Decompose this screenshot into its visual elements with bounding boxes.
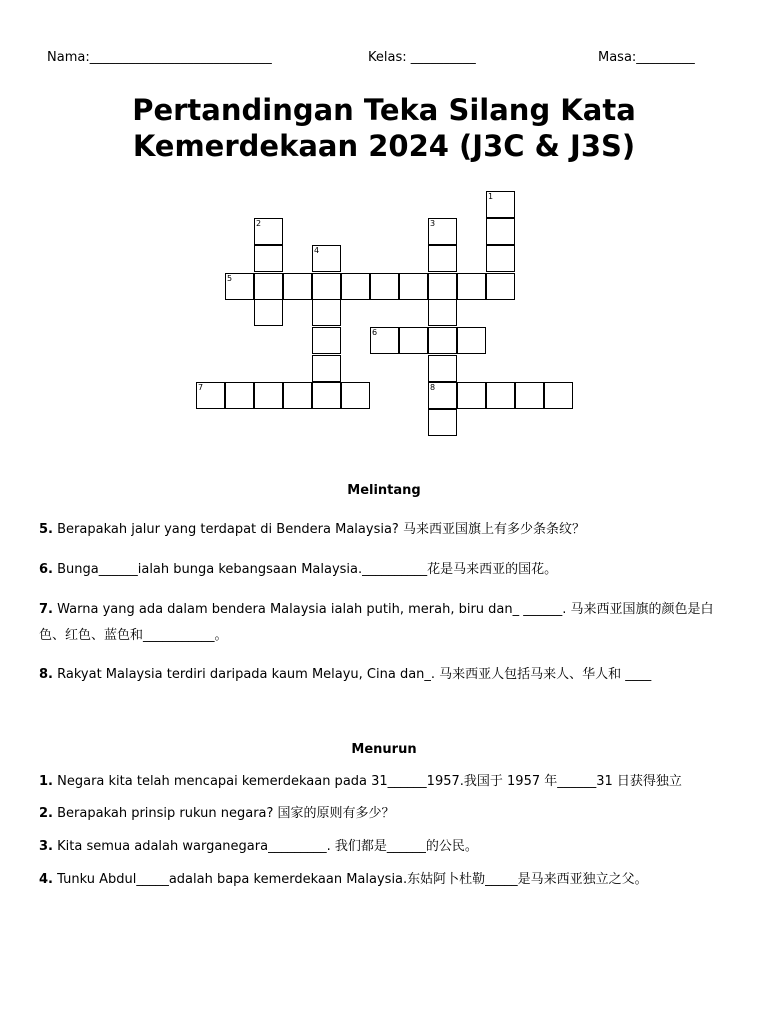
clue-num: 1. (39, 774, 53, 789)
clue-text: Kita semua adalah warganegara_________. 我们都是______的公民。 (57, 839, 478, 854)
crossword-cell[interactable] (341, 382, 370, 409)
crossword-cell[interactable] (486, 273, 515, 300)
crossword-cell[interactable] (370, 327, 399, 354)
crossword-cell[interactable] (225, 273, 254, 300)
clue-number-8: 8 (430, 383, 436, 392)
title-line-2: Kemerdekaan 2024 (J3C & J3S) (132, 129, 636, 163)
across-clue-6 (39, 558, 739, 581)
crossword-cell[interactable] (428, 327, 457, 354)
crossword-cell[interactable] (544, 382, 573, 409)
crossword-cell[interactable] (283, 382, 312, 409)
crossword-cell[interactable] (486, 218, 515, 245)
crossword-cell[interactable] (312, 382, 341, 409)
name-field-label: Nama:____________________________ (47, 50, 272, 65)
crossword-cell[interactable] (312, 327, 341, 354)
across-clue-5 (39, 518, 739, 541)
clue-num: 2. (39, 806, 53, 821)
crossword-cell[interactable] (399, 327, 428, 354)
clue-number-6: 6 (372, 328, 378, 337)
across-heading: Melintang (347, 483, 421, 498)
crossword-cell[interactable] (457, 273, 486, 300)
down-clue-3 (39, 835, 739, 858)
down-heading: Menurun (351, 742, 417, 757)
down-clue-4 (39, 868, 739, 891)
class-field-label: Kelas: __________ (368, 50, 476, 65)
crossword-cell[interactable] (428, 218, 457, 245)
crossword-cell[interactable] (486, 382, 515, 409)
crossword-grid (0, 0, 768, 460)
clue-num: 6. (39, 562, 53, 577)
page-title (0, 92, 768, 164)
clue-num: 5. (39, 522, 53, 537)
crossword-cell[interactable] (254, 218, 283, 245)
clue-num: 4. (39, 872, 53, 887)
crossword-cell[interactable] (254, 273, 283, 300)
crossword-cell[interactable] (341, 273, 370, 300)
crossword-cell[interactable] (428, 355, 457, 382)
crossword-cell[interactable] (457, 382, 486, 409)
clue-text: Tunku Abdul_____adalah bapa kemerdekaan Malaysia.东姑阿卜杜勒_____是马来西亚独立之父。 (57, 872, 648, 887)
crossword-cell[interactable] (428, 382, 457, 409)
crossword-cell[interactable] (254, 299, 283, 326)
crossword-cell[interactable] (428, 245, 457, 272)
clue-number-5: 5 (227, 274, 233, 283)
crossword-cell[interactable] (428, 409, 457, 436)
clue-text: Berapakah prinsip rukun negara? 国家的原则有多少？ (57, 806, 395, 821)
crossword-cell[interactable] (254, 245, 283, 272)
across-clue-8 (39, 663, 739, 686)
clue-num: 8. (39, 667, 53, 682)
crossword-cell[interactable] (254, 382, 283, 409)
clue-number-3: 3 (430, 219, 436, 228)
clue-number-4: 4 (314, 246, 320, 255)
crossword-cell[interactable] (428, 273, 457, 300)
clue-number-1: 1 (488, 192, 494, 201)
crossword-cell[interactable] (515, 382, 544, 409)
clue-text: Berapakah jalur yang terdapat di Bendera Malaysia? 马来西亚国旗上有多少条条纹？ (57, 522, 585, 537)
clue-number-7: 7 (198, 383, 204, 392)
title-line-1: Pertandingan Teka Silang Kata (132, 93, 636, 127)
crossword-cell[interactable] (312, 245, 341, 272)
crossword-cell[interactable] (312, 355, 341, 382)
crossword-cell[interactable] (370, 273, 399, 300)
crossword-cell[interactable] (196, 382, 225, 409)
clue-text: Negara kita telah mencapai kemerdekaan pada 31______1957.我国于 1957 年______31 日获得独立 (57, 774, 682, 789)
down-clue-1 (39, 770, 739, 793)
crossword-cell[interactable] (428, 299, 457, 326)
crossword-cell[interactable] (399, 273, 428, 300)
crossword-cell[interactable] (457, 327, 486, 354)
across-clue-7 (39, 597, 739, 649)
clue-num: 7. (39, 602, 53, 617)
clue-number-2: 2 (256, 219, 262, 228)
clue-text: Rakyat Malaysia terdiri daripada kaum Melayu, Cina dan_. 马来西亚人包括马来人、华人和 ____ (57, 667, 652, 682)
crossword-cell[interactable] (312, 299, 341, 326)
time-field-label: Masa:_________ (598, 50, 695, 65)
crossword-cell[interactable] (283, 273, 312, 300)
clue-text: Bunga______ialah bunga kebangsaan Malaysia.__________花是马来西亚的国花。 (57, 562, 558, 577)
clue-text: Warna yang ada dalam bendera Malaysia ialah putih, merah, biru dan_ ______. 马来西亚国旗的颜色是白色、红色、蓝色和___________。 (39, 602, 714, 643)
crossword-cell[interactable] (486, 245, 515, 272)
crossword-cell[interactable] (225, 382, 254, 409)
crossword-cell[interactable] (312, 273, 341, 300)
down-clue-2 (39, 802, 739, 825)
clue-num: 3. (39, 839, 53, 854)
crossword-cell[interactable] (486, 191, 515, 218)
